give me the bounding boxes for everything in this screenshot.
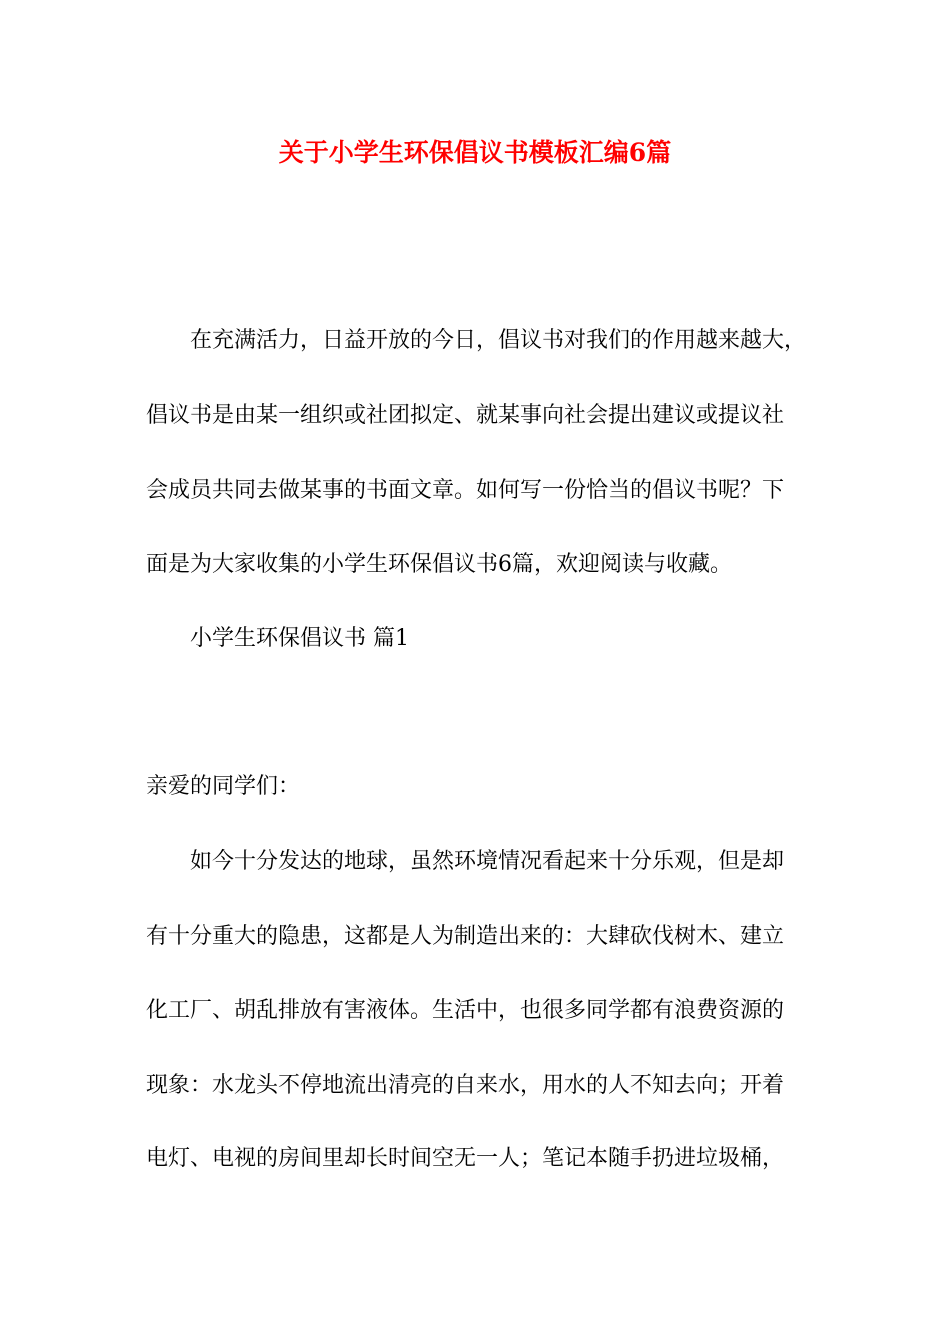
intro-line-4: 面是为大家收集的小学生环保倡议书6篇，欢迎阅读与收藏。 (146, 552, 732, 577)
body-line-2: 有十分重大的隐患，这都是人为制造出来的：大肆砍伐树木、建立 (146, 924, 785, 949)
body-line-1: 如今十分发达的地球，虽然环境情况看起来十分乐观，但是却 (190, 849, 785, 874)
section-heading: 小学生环保倡议书 篇1 (190, 626, 409, 651)
body-line-4: 现象：水龙头不停地流出清亮的自来水，用水的人不知去向；开着 (146, 1073, 785, 1098)
document-title: 关于小学生环保倡议书模板汇编6篇 (278, 138, 672, 167)
salutation: 亲爱的同学们： (146, 774, 301, 799)
body-line-3: 化工厂、胡乱排放有害液体。生活中，也很多同学都有浪费资源的 (146, 998, 785, 1023)
intro-line-1: 在充满活力，日益开放的今日，倡议书对我们的作用越来越大， (190, 328, 807, 353)
intro-line-3: 会成员共同去做某事的书面文章。如何写一份恰当的倡议书呢？下 (146, 478, 785, 503)
intro-line-2: 倡议书是由某一组织或社团拟定、就某事向社会提出建议或提议社 (146, 403, 785, 428)
body-line-5: 电灯、电视的房间里却长时间空无一人；笔记本随手扔进垃圾桶， (146, 1146, 785, 1171)
